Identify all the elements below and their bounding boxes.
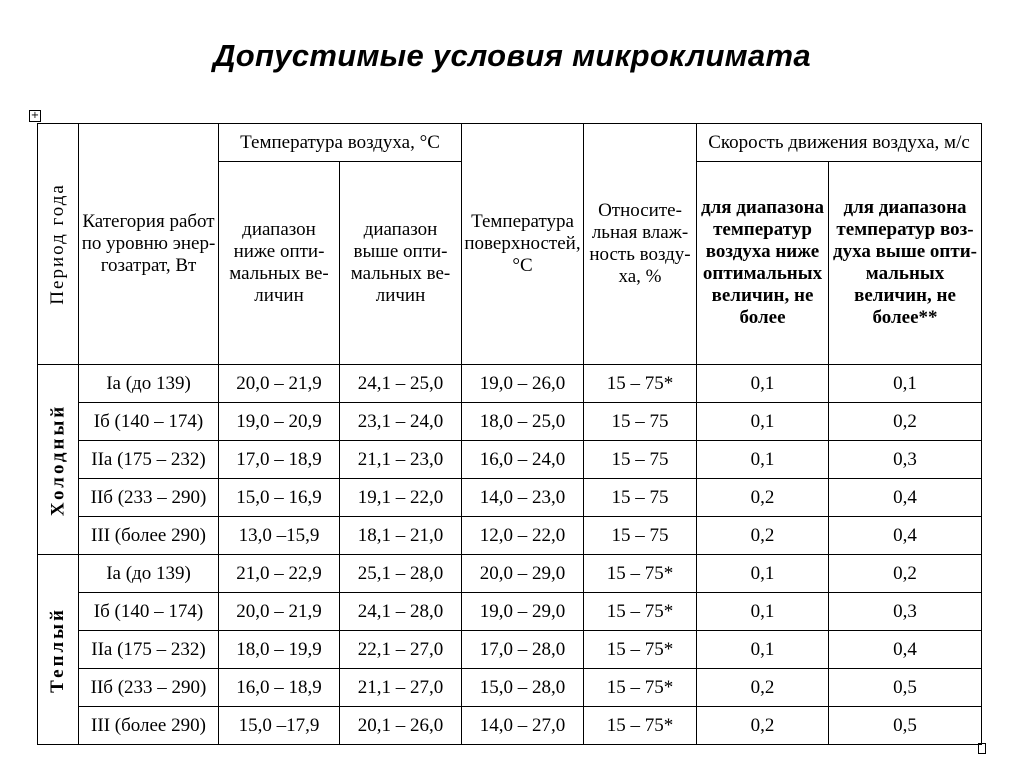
header-air-temp	[219, 124, 462, 162]
temp-above-cell: 18,1 – 21,0	[340, 517, 462, 555]
surface-temp-cell: 15,0 – 28,0	[462, 669, 584, 707]
surface-temp-cell: 19,0 – 26,0	[462, 365, 584, 403]
header-air-temp-below: диапазон ниже опти-мальных ве-личин	[219, 162, 340, 365]
header-air-speed-above: для диапазона температур воз-духа выше опти-мальных величин, не более**	[829, 162, 982, 365]
period-cold-cell	[38, 365, 79, 555]
speed-above-cell: 0,5	[829, 707, 982, 745]
temp-above-cell: 24,1 – 28,0	[340, 593, 462, 631]
temp-below-cell: 13,0 –15,9	[219, 517, 340, 555]
period-warm-cell	[38, 555, 79, 745]
temp-above-cell: 23,1 – 24,0	[340, 403, 462, 441]
table-row	[38, 593, 982, 631]
header-humidity: Относите-льная влаж-ность возду-ха, %	[584, 124, 697, 365]
temp-above-cell: 25,1 – 28,0	[340, 555, 462, 593]
humidity-cell: 15 – 75*	[584, 555, 697, 593]
header-row-1	[38, 124, 982, 162]
speed-below-cell: 0,2	[697, 707, 829, 745]
surface-temp-cell: 19,0 – 29,0	[462, 593, 584, 631]
surface-temp-cell: 12,0 – 22,0	[462, 517, 584, 555]
speed-below-cell: 0,1	[697, 593, 829, 631]
temp-below-cell: 19,0 – 20,9	[219, 403, 340, 441]
speed-below-cell: 0,1	[697, 555, 829, 593]
temp-below-cell: 15,0 –17,9	[219, 707, 340, 745]
speed-above-cell: 0,2	[829, 555, 982, 593]
category-cell: III (более 290)	[79, 707, 219, 745]
humidity-cell: 15 – 75	[584, 479, 697, 517]
header-period-label: Период года	[47, 183, 69, 305]
speed-above-cell: 0,4	[829, 517, 982, 555]
temp-below-cell: 17,0 – 18,9	[219, 441, 340, 479]
speed-below-cell: 0,2	[697, 479, 829, 517]
category-cell: III (более 290)	[79, 517, 219, 555]
table-row	[38, 631, 982, 669]
speed-above-cell: 0,3	[829, 593, 982, 631]
category-cell: Iа (до 139)	[79, 555, 219, 593]
temp-above-cell: 21,1 – 23,0	[340, 441, 462, 479]
table-row	[38, 707, 982, 745]
speed-above-cell: 0,4	[829, 631, 982, 669]
header-air-temp-label: Температура воздуха, °С	[240, 131, 440, 153]
speed-below-cell: 0,1	[697, 441, 829, 479]
temp-above-cell: 24,1 – 25,0	[340, 365, 462, 403]
category-cell: IIб (233 – 290)	[79, 479, 219, 517]
period-cold-label: Холодный	[47, 403, 69, 516]
category-cell: Iб (140 – 174)	[79, 593, 219, 631]
surface-temp-cell: 14,0 – 23,0	[462, 479, 584, 517]
table-row	[38, 479, 982, 517]
header-surface-temp: Температура поверхностей, °С	[462, 124, 584, 365]
table-row	[38, 517, 982, 555]
table-row	[38, 669, 982, 707]
humidity-cell: 15 – 75	[584, 517, 697, 555]
microclimate-table	[37, 123, 982, 745]
microclimate-table-container	[37, 123, 981, 744]
category-cell: Iб (140 – 174)	[79, 403, 219, 441]
speed-above-cell: 0,1	[829, 365, 982, 403]
humidity-cell: 15 – 75	[584, 403, 697, 441]
humidity-cell: 15 – 75*	[584, 365, 697, 403]
speed-above-cell: 0,3	[829, 441, 982, 479]
surface-temp-cell: 14,0 – 27,0	[462, 707, 584, 745]
header-air-temp-above: диапазон выше опти-мальных ве-личин	[340, 162, 462, 365]
speed-above-cell: 0,5	[829, 669, 982, 707]
temp-below-cell: 20,0 – 21,9	[219, 593, 340, 631]
header-air-speed-below: для диапазона температур воздуха ниже оптимальных величин, не более	[697, 162, 829, 365]
page-title: Допустимые условия микроклимата	[213, 38, 811, 73]
header-category: Категория работ по уровню энер-гозатрат, Вт	[79, 124, 219, 365]
temp-above-cell: 19,1 – 22,0	[340, 479, 462, 517]
table-row	[38, 555, 982, 593]
speed-below-cell: 0,2	[697, 517, 829, 555]
temp-below-cell: 20,0 – 21,9	[219, 365, 340, 403]
category-cell: IIа (175 – 232)	[79, 631, 219, 669]
surface-temp-cell: 17,0 – 28,0	[462, 631, 584, 669]
header-period	[38, 124, 79, 365]
humidity-cell: 15 – 75*	[584, 593, 697, 631]
speed-below-cell: 0,1	[697, 631, 829, 669]
table-row	[38, 365, 982, 403]
speed-above-cell: 0,2	[829, 403, 982, 441]
speed-below-cell: 0,1	[697, 365, 829, 403]
surface-temp-cell: 18,0 – 25,0	[462, 403, 584, 441]
temp-above-cell: 22,1 – 27,0	[340, 631, 462, 669]
speed-below-cell: 0,2	[697, 669, 829, 707]
temp-below-cell: 16,0 – 18,9	[219, 669, 340, 707]
humidity-cell: 15 – 75*	[584, 669, 697, 707]
header-air-speed: Скорость движения воздуха, м/с	[697, 124, 982, 162]
category-cell: Iа (до 139)	[79, 365, 219, 403]
corner-marker	[978, 743, 986, 754]
temp-above-cell: 21,1 – 27,0	[340, 669, 462, 707]
temp-below-cell: 15,0 – 16,9	[219, 479, 340, 517]
temp-below-cell: 21,0 – 22,9	[219, 555, 340, 593]
period-warm-label: Теплый	[47, 606, 69, 693]
humidity-cell: 15 – 75	[584, 441, 697, 479]
humidity-cell: 15 – 75*	[584, 707, 697, 745]
category-cell: IIб (233 – 290)	[79, 669, 219, 707]
speed-above-cell: 0,4	[829, 479, 982, 517]
humidity-cell: 15 – 75*	[584, 631, 697, 669]
temp-above-cell: 20,1 – 26,0	[340, 707, 462, 745]
category-cell: IIа (175 – 232)	[79, 441, 219, 479]
table-row	[38, 403, 982, 441]
speed-below-cell: 0,1	[697, 403, 829, 441]
table-row	[38, 441, 982, 479]
table-move-handle-icon[interactable]: +	[30, 110, 40, 121]
surface-temp-cell: 16,0 – 24,0	[462, 441, 584, 479]
temp-below-cell: 18,0 – 19,9	[219, 631, 340, 669]
surface-temp-cell: 20,0 – 29,0	[462, 555, 584, 593]
